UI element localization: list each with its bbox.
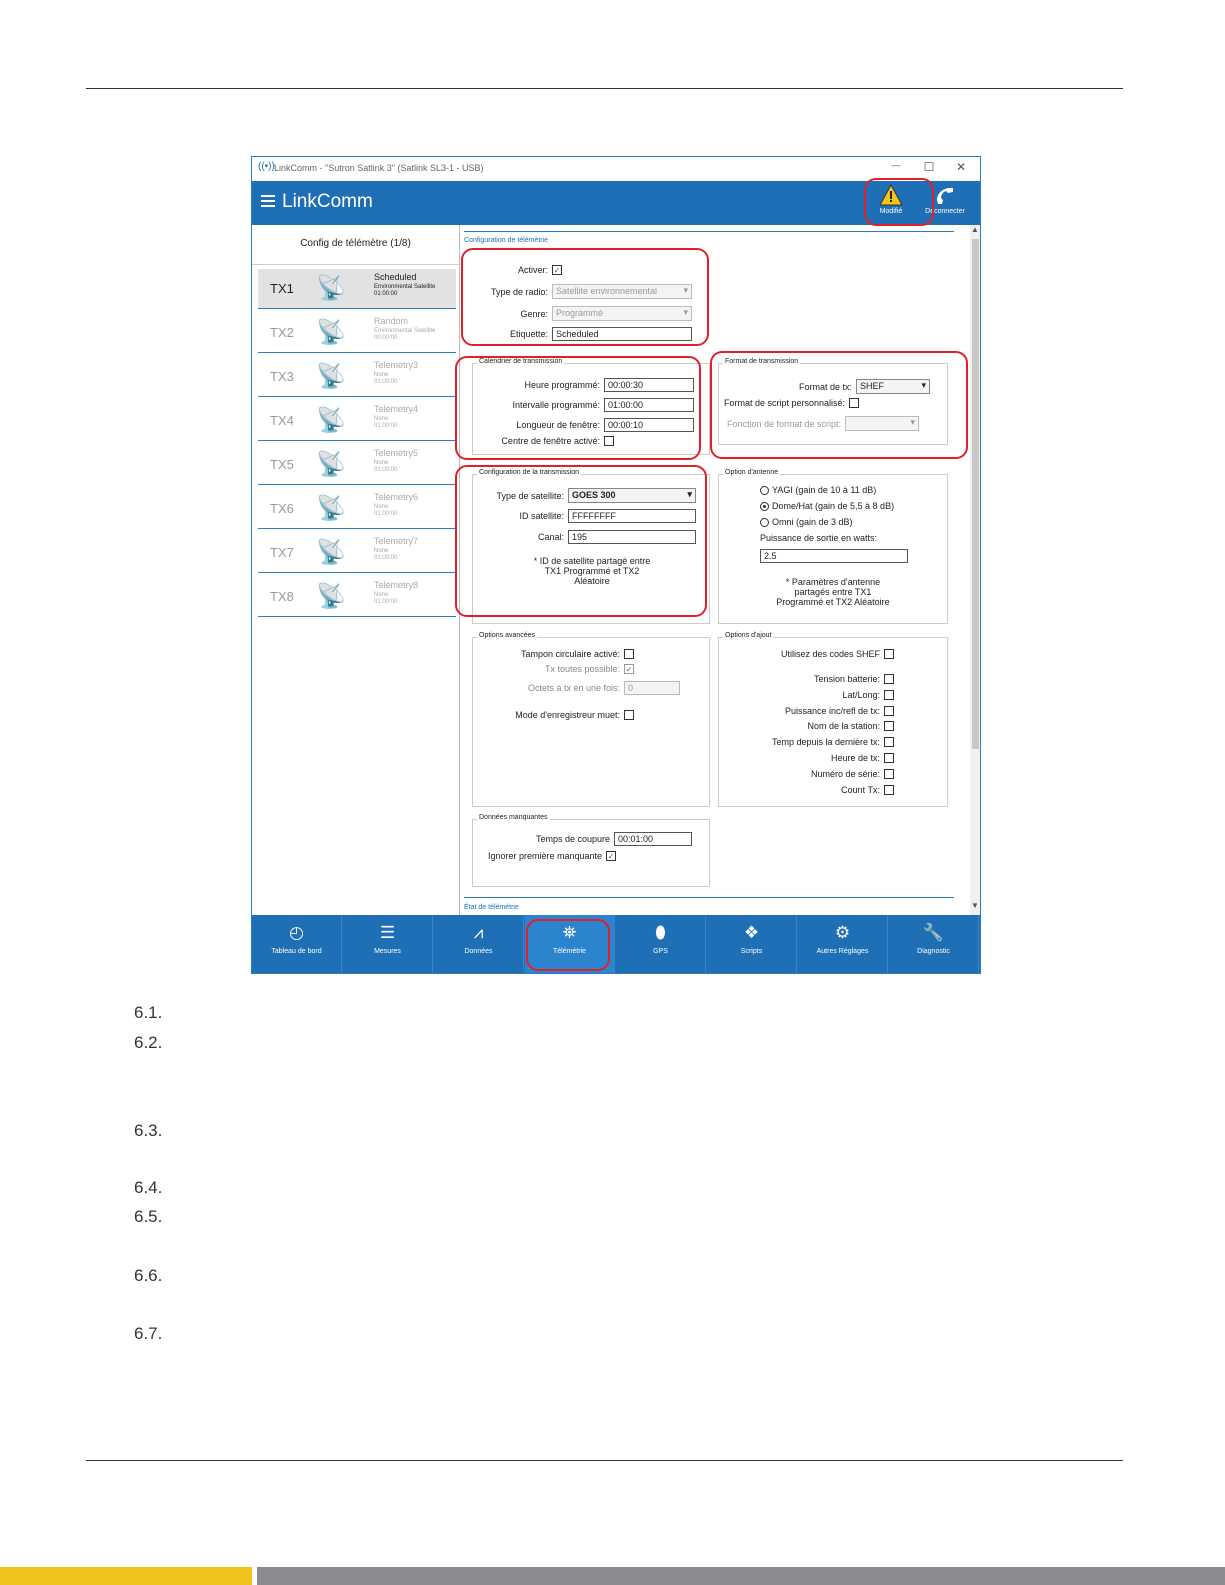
tx-name: Telemetry6: [374, 492, 419, 502]
power-input-row: [760, 549, 908, 563]
nav-label: Diagnostic: [917, 948, 950, 955]
nav-tab-chart[interactable]: [434, 915, 524, 974]
cutoff-input[interactable]: 00:01:00: [614, 832, 692, 846]
tx-interval: 01:00:00: [374, 555, 398, 561]
highlight-modified: [864, 178, 934, 226]
append-option-row: [724, 785, 894, 795]
satellite-dish-icon: 📡: [316, 583, 346, 610]
append-option-label: Nom de la station:: [807, 721, 880, 732]
status-rule: [464, 897, 954, 898]
tx-id: TX2: [270, 325, 294, 340]
tx-type: None: [374, 460, 389, 466]
genre-select[interactable]: Programmé ▾: [552, 306, 692, 321]
omni-label: Omni (gain de 3 dB): [772, 517, 853, 527]
scrollbar[interactable]: [970, 225, 981, 915]
shef-checkbox[interactable]: [884, 649, 894, 659]
tx-type: None: [374, 372, 389, 378]
antenna-opt2[interactable]: [760, 501, 894, 511]
sidebar-item-tx3[interactable]: [258, 357, 456, 397]
format-title: Format de transmission: [725, 358, 799, 365]
transmission-note-line3: Aléatoire: [574, 576, 610, 586]
append-option-row: [724, 674, 894, 684]
schedule-title: Calendrier de transmission: [479, 358, 563, 365]
status-title: État de télémétrie: [464, 904, 519, 911]
append-option-checkbox[interactable]: [884, 706, 894, 716]
antenna-note-line3: Programmé et TX2 Aléatoire: [776, 597, 890, 607]
shef-row: [724, 649, 894, 659]
section-rule: [464, 231, 954, 232]
location-icon: ⬮: [655, 923, 666, 942]
genre-label: Genre:: [520, 308, 548, 319]
chart-icon: ⩘: [473, 923, 484, 942]
antenna-opt3[interactable]: [760, 517, 853, 527]
header-rule: [86, 88, 1123, 89]
bottom-nav: [252, 915, 980, 974]
advanced-title: Options avancées: [479, 632, 536, 639]
format-select[interactable]: SHEF ▾: [856, 379, 930, 394]
tx-id: TX5: [270, 457, 294, 472]
gear-icon: ⚙: [834, 923, 851, 942]
append-option-label: Heure de tx:: [830, 753, 880, 763]
python-icon: ❖: [743, 923, 760, 942]
nav-tab-dashboard[interactable]: [252, 915, 342, 974]
phone-icon: [933, 184, 957, 206]
append-title: Options d'ajout: [725, 632, 772, 639]
radio-type-label: Type de radio:: [490, 286, 548, 297]
transmission-note-line2: TX1 Programmé et TX2: [544, 566, 640, 576]
signal-icon: ((•)): [258, 161, 275, 172]
antenna-opt1[interactable]: [760, 485, 876, 495]
tx-interval: 01:00:00: [374, 423, 398, 429]
step-number: 6.4.: [134, 1178, 163, 1197]
heure-input[interactable]: 00:00:30: [604, 378, 694, 392]
telemetry-sidebar: [252, 225, 460, 915]
mode-row: [482, 710, 634, 720]
append-option-row: [724, 737, 894, 747]
append-option-label: Count Tx:: [841, 784, 880, 795]
footer-rule: [86, 1460, 1123, 1461]
shef-label: Utilisez des codes SHEF: [780, 649, 880, 659]
nav-tab-gear[interactable]: [798, 915, 888, 974]
nav-label: Mesures: [374, 948, 401, 955]
tx-name: Telemetry7: [374, 536, 419, 546]
yagi-radio[interactable]: [760, 486, 769, 495]
satellite-dish-icon: 📡: [316, 407, 346, 434]
window-titlebar: [252, 157, 980, 181]
tx-interval: 01:00:00: [374, 511, 398, 517]
tx-interval: 00:00:00: [374, 335, 398, 341]
tx-id: TX1: [270, 281, 294, 296]
nav-tab-python[interactable]: [707, 915, 797, 974]
antenna-note: [724, 577, 942, 607]
activer-label: Activer:: [517, 265, 548, 275]
list-icon: ☰: [379, 923, 396, 942]
octets-label: Octets à tx en une fois:: [527, 683, 620, 693]
append-option-checkbox[interactable]: [884, 785, 894, 795]
satellite-dish-icon: 📡: [316, 495, 346, 522]
tampon-label: Tampon circulaire activé:: [520, 649, 620, 659]
highlight-telemetry-tab: [526, 919, 610, 971]
append-option-checkbox[interactable]: [884, 737, 894, 747]
tx-type: None: [374, 592, 389, 598]
append-option-row: [724, 769, 894, 779]
octets-input[interactable]: 0: [624, 681, 680, 695]
append-option-row: [724, 753, 894, 763]
highlight-schedule: [455, 356, 701, 460]
step-number: 6.3.: [134, 1121, 163, 1140]
scroll-up-icon[interactable]: ▲: [971, 225, 979, 234]
step-number: 6.1.: [134, 1003, 163, 1022]
footer-bar-yellow: [0, 1567, 252, 1585]
nav-label: Scripts: [740, 948, 763, 955]
ignore-label: Ignorer première manquante: [488, 851, 603, 861]
sidebar-item-tx1[interactable]: [258, 269, 456, 309]
dome-label: Dome/Hat (gain de 5,5 à 8 dB): [772, 501, 895, 511]
power-label: Puissance de sortie en watts:: [760, 533, 878, 543]
append-option-checkbox[interactable]: [884, 674, 894, 684]
tx-id: TX4: [270, 413, 294, 428]
sidebar-item-tx8[interactable]: [258, 577, 456, 617]
tx-name: Scheduled: [374, 272, 417, 282]
sidebar-header: Config de télémètre (1/8): [252, 225, 459, 265]
close-button[interactable]: ✕: [955, 160, 967, 174]
tx-type: None: [374, 504, 389, 510]
sat-type-select[interactable]: GOES 300 ▾: [568, 488, 696, 503]
cutoff-row: [482, 832, 692, 846]
transmission-note-line1: * ID de satellite partagé entre: [533, 556, 651, 566]
tx-name: Random: [374, 316, 409, 326]
menu-icon[interactable]: [261, 195, 275, 207]
nav-label: Télémétrie: [552, 948, 587, 955]
dome-radio[interactable]: [760, 502, 769, 511]
mode-label: Mode d'enregistreur muet:: [515, 710, 620, 720]
sidebar-item-tx2[interactable]: [258, 313, 456, 353]
longueur-label: Longueur de fenêtre:: [516, 420, 600, 430]
tx-toutes-row: [482, 664, 634, 674]
append-option-checkbox[interactable]: [884, 721, 894, 731]
append-option-checkbox[interactable]: [884, 690, 894, 700]
ignore-row: [488, 851, 616, 861]
step-number: 6.2.: [134, 1033, 163, 1052]
append-option-row: [724, 690, 894, 700]
tx-name: Telemetry3: [374, 360, 419, 370]
etiquette-input[interactable]: Scheduled: [552, 327, 692, 341]
fonction-label: Fonction de format de script:: [727, 418, 842, 429]
satellite-dish-icon: 📡: [316, 451, 346, 478]
sat-id-input[interactable]: FFFFFFFF: [568, 509, 696, 523]
nav-label: Données: [464, 948, 493, 955]
append-option-label: Puissance inc/refl de tx:: [784, 705, 880, 716]
append-option-label: Temp depuis la dernière tx:: [771, 737, 880, 748]
satellite-dish-icon: 📡: [316, 363, 346, 390]
power-label-row: [760, 533, 877, 543]
append-option-checkbox[interactable]: [884, 769, 894, 779]
footer-bar-gray: [257, 1567, 1225, 1585]
intervalle-label: Intervalle programmé:: [512, 400, 600, 410]
centre-label: Centre de fenêtre activé:: [501, 436, 600, 446]
activer-checkbox[interactable]: ✓: [553, 266, 561, 275]
tx-name: Telemetry8: [374, 580, 419, 590]
antenna-title: Option d'antenne: [725, 469, 779, 476]
missing-title: Données manquantes: [479, 814, 548, 821]
dashboard-icon: ◴: [289, 923, 304, 942]
append-option-label: Numéro de série:: [810, 768, 880, 779]
advanced-group: [472, 632, 710, 807]
radio-type-select[interactable]: Satellite environnemental ▾: [552, 284, 692, 299]
intervalle-input[interactable]: 01:00:00: [604, 398, 694, 412]
satellite-dish-icon: 📡: [316, 539, 346, 566]
tx-id: TX6: [270, 501, 294, 516]
format-label: Format de tx:: [798, 381, 852, 392]
heure-label: Heure programmé:: [524, 380, 600, 390]
canal-label: Canal:: [537, 532, 564, 542]
antenna-note-line2: partagés entre TX1: [794, 587, 872, 597]
script-label: Format de script personnalisé:: [724, 398, 846, 408]
sidebar-item-tx5[interactable]: [258, 445, 456, 485]
append-option-checkbox[interactable]: [884, 753, 894, 763]
tx-interval: 01:00:00: [374, 291, 398, 297]
modified-label: Modifié: [879, 208, 903, 215]
satellite-icon: ⛯: [562, 923, 577, 942]
tx-interval: 01:00:00: [374, 599, 398, 605]
nav-label: Autres Réglages: [816, 948, 869, 955]
canal-input[interactable]: 195: [568, 530, 696, 544]
nav-tab-location[interactable]: [616, 915, 706, 974]
tx-type: None: [374, 416, 389, 422]
tampon-row: [482, 649, 634, 659]
sidebar-item-tx7[interactable]: [258, 533, 456, 573]
satellite-dish-icon: 📡: [316, 275, 346, 302]
scrollbar-thumb[interactable]: [972, 239, 979, 749]
yagi-label: YAGI (gain de 10 à 11 dB): [772, 485, 877, 495]
tx-id: TX7: [270, 545, 294, 560]
tx-name: Telemetry5: [374, 448, 419, 458]
nav-tab-wrench[interactable]: [889, 915, 979, 974]
omni-radio[interactable]: [760, 518, 769, 527]
sat-id-label: ID satellite:: [519, 511, 564, 521]
step-number: 6.6.: [134, 1266, 163, 1285]
ignore-checkbox[interactable]: ✓: [607, 852, 615, 861]
config-section-title: Configuration de télémètrie: [464, 237, 549, 244]
etiquette-label: Etiquette:: [509, 329, 548, 339]
mode-checkbox[interactable]: [624, 710, 634, 720]
step-number: 6.7.: [134, 1324, 163, 1343]
window-title: LinkComm - "Sutron Satlink 3" (Satlink SL3-1 - USB): [274, 163, 484, 173]
nav-tab-list[interactable]: [343, 915, 433, 974]
nav-label: GPS: [653, 948, 668, 955]
sat-type-label: Type de satellite:: [496, 490, 564, 501]
wrench-icon: 🔧: [922, 923, 945, 942]
tx-type: Environmental Satellite: [374, 284, 436, 290]
scroll-down-icon[interactable]: ▼: [971, 901, 979, 910]
tx-name: Telemetry4: [374, 404, 419, 414]
highlight-transmission: [455, 465, 707, 617]
append-option-label: Lat/Long:: [842, 689, 880, 700]
power-input[interactable]: 2.5: [760, 549, 908, 563]
disconnect-label: Déconnecter: [925, 208, 965, 215]
nav-label: Tableau de bord: [271, 948, 322, 955]
highlight-config: [461, 248, 709, 346]
tx-type: None: [374, 548, 389, 554]
minimize-button[interactable]: —: [891, 160, 901, 170]
maximize-button[interactable]: ☐: [923, 160, 935, 174]
satellite-dish-icon: 📡: [316, 319, 346, 346]
tampon-checkbox[interactable]: [624, 649, 634, 659]
highlight-format: [710, 351, 968, 459]
longueur-input[interactable]: 00:00:10: [604, 418, 694, 432]
transmission-title: Configuration de la transmission: [479, 469, 579, 476]
tx-toutes-label: Tx toutes possible:: [544, 664, 620, 674]
tx-type: Environmental Satellite: [374, 328, 436, 334]
cutoff-label: Temps de coupure: [535, 834, 610, 844]
antenna-note-line1: * Paramètres d'antenne: [785, 577, 881, 587]
append-option-label: Tension batterie:: [813, 674, 880, 684]
tx-id: TX8: [270, 589, 294, 604]
sidebar-item-tx4[interactable]: [258, 401, 456, 441]
append-option-row: [724, 706, 894, 716]
tx-toutes-checkbox[interactable]: ✓: [625, 665, 633, 674]
step-number: 6.5.: [134, 1207, 163, 1226]
app-name: LinkComm: [282, 191, 373, 212]
tx-interval: 01:00:00: [374, 467, 398, 473]
tx-id: TX3: [270, 369, 294, 384]
append-option-row: [724, 721, 894, 731]
octets-row: [482, 681, 680, 695]
sidebar-item-tx6[interactable]: [258, 489, 456, 529]
tx-interval: 01:00:00: [374, 379, 398, 385]
